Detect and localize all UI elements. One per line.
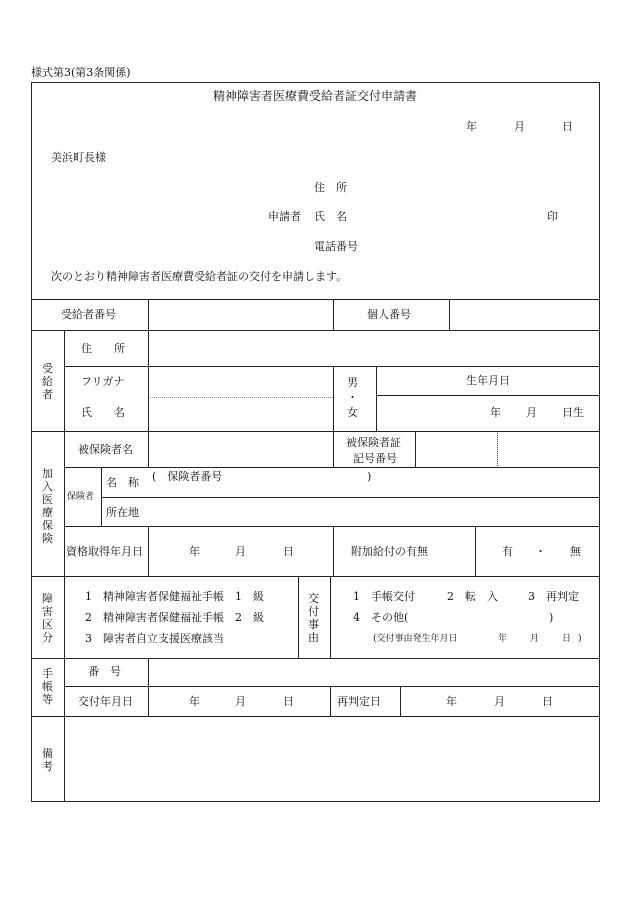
- reason-option-1: 1 手帳交付: [353, 590, 415, 603]
- form-title: 精神障害者医療費受給者証交付申請書: [212, 89, 417, 103]
- booklet-issue-date-label: 交付年月日: [78, 695, 133, 708]
- grid-line: [64, 576, 65, 802]
- qualify-year: 年: [189, 545, 200, 558]
- additional-yes: 有: [502, 545, 513, 558]
- form-code: 様式第3(第3条関係): [31, 66, 131, 79]
- sex-female: 女: [347, 406, 358, 419]
- qualify-date-label: 資格取得年月日: [66, 545, 143, 558]
- outer-left-border: [31, 82, 32, 802]
- booklet-number-label: 番 号: [88, 665, 121, 678]
- qualify-month: 月: [235, 545, 246, 558]
- booklet-section-label: 手帳等: [42, 667, 53, 706]
- grid-line: [333, 431, 334, 468]
- grid-line: [376, 366, 377, 431]
- disability-option-3: 3 障害者自立支援医療該当: [85, 632, 224, 645]
- reason-date-month: 月: [530, 634, 540, 644]
- recipient-address-label: 住 所: [81, 342, 125, 355]
- grid-line: [148, 658, 149, 717]
- reason-option-2: 2 転 入: [447, 590, 498, 603]
- grid-line: [148, 526, 149, 577]
- issue-month: 月: [235, 695, 246, 708]
- date-year: 年: [466, 120, 477, 133]
- additional-benefit-label: 附加給付の有無: [351, 545, 428, 558]
- reason-date-day: 日: [562, 634, 572, 644]
- personal-number-label: 個人番号: [367, 308, 411, 321]
- insurer-number-close: ): [367, 470, 372, 483]
- recipient-number-label: 受給者番号: [61, 308, 116, 321]
- birth-month: 月: [526, 406, 537, 419]
- grid-line: [64, 686, 600, 687]
- grid-line: [101, 497, 600, 498]
- rejudge-year: 年: [446, 695, 457, 708]
- reason-option-4: 4 その他(: [353, 611, 409, 624]
- rejudge-date-label: 再判定日: [337, 695, 381, 708]
- grid-line: [148, 330, 149, 431]
- outer-bottom-border: [31, 801, 600, 802]
- date-day: 日: [562, 120, 573, 133]
- insurance-section-label: 加入医療保険: [42, 467, 53, 545]
- grid-line: [415, 431, 416, 468]
- insured-card-label: 被保険者証: [346, 436, 401, 449]
- request-text: 次のとおり精神障害者医療費受給者証の交付を申請します。: [51, 270, 348, 283]
- grid-line: [31, 431, 600, 432]
- issue-reason-section-label: 交付事由: [308, 592, 319, 644]
- birth-day: 日生: [562, 406, 584, 419]
- issue-year: 年: [189, 695, 200, 708]
- grid-line: [333, 299, 334, 331]
- grid-line: [31, 658, 600, 659]
- grid-line: [64, 330, 65, 577]
- grid-line: [400, 686, 401, 717]
- furigana-divider: [148, 397, 333, 398]
- insurer-name-label: 名 称: [106, 476, 139, 489]
- reason-date-note-open: (交付事由発生年月日: [373, 634, 458, 644]
- recipient-furigana-label: フリガナ: [81, 375, 125, 388]
- applicant-name-label: 氏 名: [314, 210, 347, 223]
- date-month: 月: [514, 120, 525, 133]
- card-symbol-label: 記号番号: [353, 452, 397, 465]
- recipient-section-label: 受給者: [42, 362, 53, 401]
- grid-line: [475, 526, 476, 577]
- applicant-phone-label: 電話番号: [314, 240, 358, 253]
- applicant-role-label: 申請者: [268, 210, 301, 223]
- grid-line: [330, 686, 331, 717]
- insured-name-label: 被保険者名: [78, 443, 133, 456]
- seal-mark: 印: [547, 210, 558, 223]
- sex-separator: ・: [347, 391, 358, 404]
- outer-right-border: [599, 82, 600, 802]
- disability-option-2: 2 精神障害者保健福祉手帳 2 級: [85, 611, 264, 624]
- grid-line: [64, 366, 600, 367]
- recipient-name-label: 氏 名: [81, 406, 125, 419]
- grid-line: [64, 467, 600, 468]
- grid-line: [31, 716, 600, 717]
- birthdate-label: 生年月日: [466, 374, 510, 387]
- applicant-address-label: 住 所: [314, 181, 347, 194]
- sex-male: 男: [347, 376, 358, 389]
- reason-date-note-close: ): [578, 634, 582, 644]
- reason-option-3: 3 再判定: [528, 590, 579, 603]
- insurer-location-label: 所在地: [106, 506, 139, 519]
- outer-top-border: [31, 82, 600, 83]
- grid-line: [333, 526, 334, 577]
- remarks-label: 備考: [42, 747, 53, 773]
- rejudge-day: 日: [542, 695, 553, 708]
- qualify-day: 日: [283, 545, 294, 558]
- birth-year: 年: [490, 406, 501, 419]
- grid-line: [31, 299, 600, 300]
- disability-option-1: 1 精神障害者保健福祉手帳 1 級: [85, 590, 264, 603]
- grid-line: [298, 576, 299, 659]
- grid-line: [333, 366, 334, 431]
- issue-day: 日: [283, 695, 294, 708]
- reason-option-4-close: ): [549, 611, 554, 624]
- additional-separator: ・: [535, 545, 546, 558]
- addressee: 美浜町長様: [51, 151, 106, 164]
- grid-line: [376, 395, 600, 396]
- insurer-label: 保険者: [67, 492, 95, 502]
- additional-no: 無: [570, 545, 581, 558]
- grid-line: [148, 299, 149, 331]
- grid-line: [148, 431, 149, 468]
- grid-line: [31, 330, 600, 331]
- grid-line: [64, 526, 600, 527]
- grid-line: [449, 299, 450, 331]
- insurer-number-open: ( 保険者番号: [152, 470, 223, 483]
- disability-section-label: 障害区分: [42, 592, 53, 644]
- grid-line: [31, 576, 600, 577]
- grid-line: [101, 467, 102, 527]
- grid-line: [330, 576, 331, 659]
- reason-date-year: 年: [498, 634, 508, 644]
- rejudge-month: 月: [494, 695, 505, 708]
- card-number-divider: [497, 433, 498, 466]
